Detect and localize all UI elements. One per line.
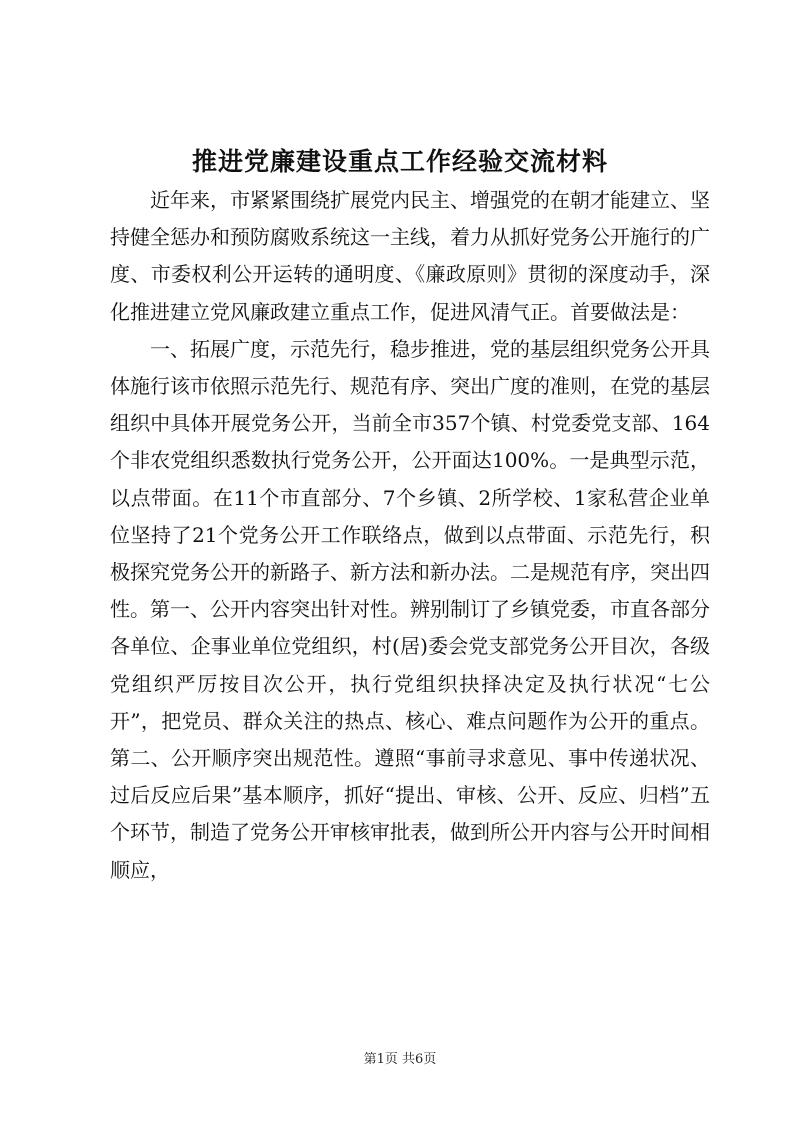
document-body — [110, 182, 710, 889]
section-one-paragraph: 一、拓展广度，示范先行，稳步推进，党的基层组织党务公开具体施行该市依照示范先行、规范有序、突出广度的准则，在党的基层组织中具体开展党务公开，当前全市357个镇、村党委党支部、164个非农党组织悉数执行党务公开，公开面达100%。一是典型示范，以点带面。在11个市直部分、7个乡镇、2所学校、1家私营企业单位坚持了21个党务公开工作联络点，做到以点带面、示范先行，积极探究党务公开的新路子、新方法和新办法。二是规范有序，突出四性。第一、公开内容突出针对性。辨别制订了乡镇党委，市直各部分各单位、企事业单位党组织，村(居)委会党支部党务公开目次，各级党组织严厉按目次公开，执行党组织抉择决定及执行状况“七公开”，把党员、群众关注的热点、核心、难点问题作为公开的重点。第二、公开顺序突出规范性。遵照“事前寻求意见、事中传递状况、过后反应后果”基本顺序，抓好“提出、审核、公开、反应、归档”五个环节，制造了党务公开审核审批表，做到所公开内容与公开时间相顺应， — [110, 336, 710, 882]
document-title: 推进党廉建设重点工作经验交流材料 — [191, 147, 608, 176]
page-number-footer: 第1页 共6页 — [363, 1052, 437, 1067]
intro-paragraph: 近年来，市紧紧围绕扩展党内民主、增强党的在朝才能建立、坚持健全惩办和预防腐败系统这一主线，着力从抓好党务公开施行的广度、市委权利公开运转的通明度、《廉政原则》贯彻的深度动手，深化推进建立党风廉政建立重点工作，促进风清气正。首要做法是： — [110, 188, 710, 324]
